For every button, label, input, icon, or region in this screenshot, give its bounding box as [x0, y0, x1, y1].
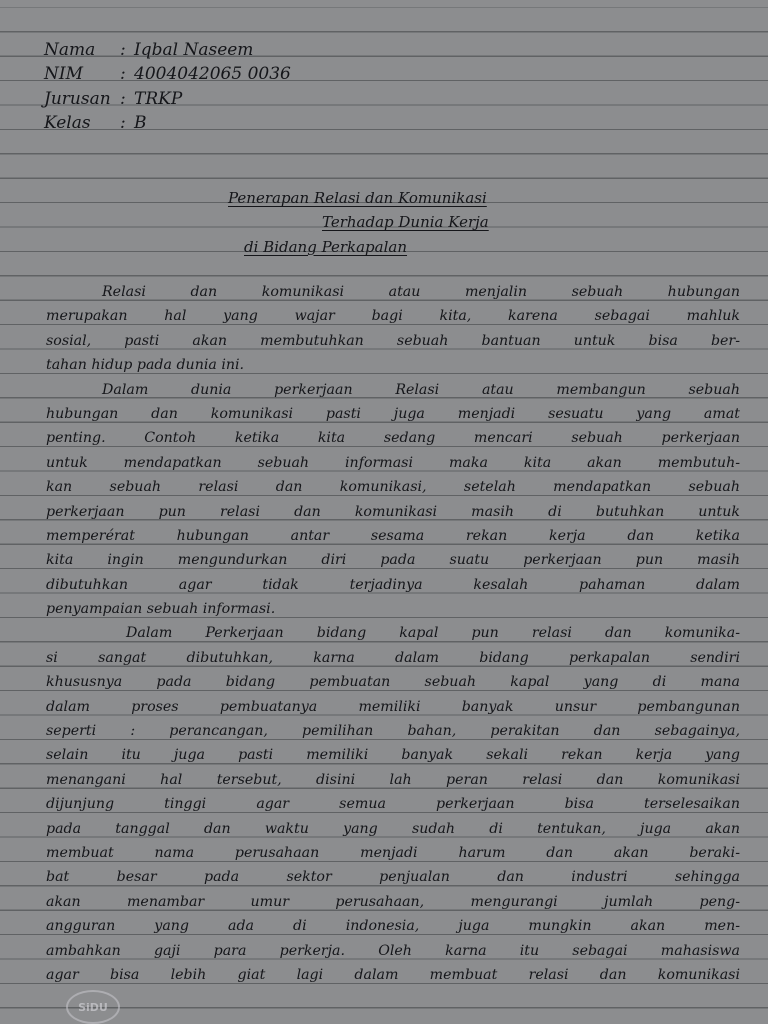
name-row [44, 38, 291, 62]
text-line: kan sebuah relasi dan komunikasi, setelah mendapatkan sebuah [46, 479, 740, 496]
text-line: untuk mendapatkan sebuah informasi maka kita akan membutuh- [46, 454, 740, 471]
text-line: hubungan dan komunikasi pasti juga menjadi sesuatu yang amat [46, 405, 740, 422]
nim-value: 4004042065 0036 [134, 64, 291, 85]
text-line: Relasi dan komunikasi atau menjalin sebuah hubungan [102, 284, 740, 300]
title-line-2: Terhadap Dunia Kerja [322, 213, 489, 232]
text-line: tahan hidup pada dunia ini. [46, 357, 245, 374]
title-line-3: di Bidang Perkapalan [244, 237, 408, 256]
text-line: membuat nama perusahaan menjadi harum dan akan beraki- [46, 844, 740, 861]
jurusan-label: Jurusan [44, 88, 111, 109]
text-line: ambahkan gaji para perkerja. Oleh karna itu sebagai mahasiswa [46, 942, 740, 959]
text-line: dijunjung tinggi agar semua perkerjaan bisa terselesaikan [46, 796, 740, 813]
kelas-separator: : [120, 113, 126, 134]
name-value: Iqbal Naseem [134, 40, 254, 60]
text-line: seperti : perancangan, pemilihan bahan, perakitan dan sebagainya, [46, 723, 740, 740]
kelas-value: B [134, 113, 147, 134]
student-info-header [44, 38, 291, 136]
essay-body [46, 280, 740, 987]
text-line: dalam proses pembuatanya memiliki banyak unsur pembangunan [46, 698, 740, 715]
text-line: dibutuhkan agar tidak terjadinya kesalah pahaman dalam [46, 576, 740, 593]
name-label: Nama [44, 40, 96, 60]
text-line: angguran yang ada di indonesia, juga mungkin akan men- [46, 918, 740, 935]
name-separator: : [120, 40, 126, 60]
text-line: kita ingin mengundurkan diri pada suatu perkerjaan pun masih [46, 552, 740, 569]
jurusan-value: TRKP [134, 88, 183, 109]
jurusan-separator: : [120, 88, 126, 109]
text-line: pada tanggal dan waktu yang sudah di tentukan, juga akan [46, 820, 740, 837]
text-line: khususnya pada bidang pembuatan sebuah kapal yang di mana [46, 674, 740, 691]
text-line: akan menambar umur perusahaan, mengurangi jumlah peng- [46, 893, 740, 910]
text-line: selain itu juga pasti memiliki banyak sekali rekan kerja yang [46, 747, 740, 764]
text-line: si sangat dibutuhkan, karna dalam bidang perkapalan sendiri [46, 649, 740, 666]
text-line: agar bisa lebih giat lagi dalam membuat relasi dan komunikasi [46, 966, 740, 983]
kelas-label: Kelas [44, 113, 91, 134]
text-line: sosial, pasti akan membutuhkan sebuah bantuan untuk bisa ber- [46, 332, 740, 349]
text-line: memperérat hubungan antar sesama rekan kerja dan ketika [46, 527, 740, 544]
nim-separator: : [120, 64, 126, 85]
nim-label: NIM [44, 64, 83, 85]
text-line: bat besar pada sektor penjualan dan industri sehingga [46, 869, 740, 886]
text-line: perkerjaan pun relasi dan komunikasi masih di butuhkan untuk [46, 503, 740, 520]
text-line: penyampaian sebuah informasi. [46, 601, 276, 618]
text-line: Dalam Perkerjaan bidang kapal pun relasi dan komunika- [126, 625, 740, 642]
text-line: Dalam dunia perkerjaan Relasi atau membangun sebuah [102, 381, 740, 398]
nim-row [44, 62, 291, 86]
text-line: menangani hal tersebut, disini lah peran relasi dan komunikasi [46, 771, 740, 788]
paper-brand-stamp: SiDU [66, 990, 120, 1024]
kelas-row [44, 111, 291, 135]
title-line-1: Penerapan Relasi dan Komunikasi [228, 189, 487, 207]
text-line: penting. Contoh ketika kita sedang mencari sebuah perkerjaan [46, 430, 740, 447]
text-line: merupakan hal yang wajar bagi kita, karena sebagai mahluk [46, 308, 740, 325]
jurusan-row [44, 87, 291, 111]
